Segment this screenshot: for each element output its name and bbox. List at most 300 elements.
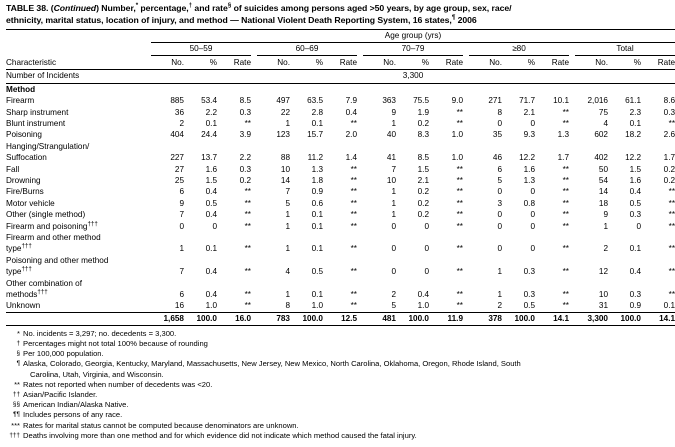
table-cell: **: [456, 107, 463, 117]
table-cell: 2.6: [663, 130, 675, 140]
row-number-of-incidents: [6, 70, 675, 84]
footnote: [6, 431, 635, 441]
table-cell: 1.3: [523, 175, 535, 185]
table-cell: 0.3: [629, 290, 641, 299]
table-cell: 0.4: [205, 210, 217, 220]
table-cell: 7.9: [345, 96, 357, 106]
table-cell: 10: [280, 164, 290, 174]
table-cell: 0.4: [205, 290, 217, 299]
table-cell: 0.2: [239, 175, 251, 185]
table-cell: **: [456, 244, 463, 254]
table-cell: 1: [285, 244, 290, 254]
table-cell: 12: [598, 267, 608, 277]
table-cell: 1: [285, 210, 290, 220]
title-prefix: TABLE 38. (: [6, 3, 54, 13]
row-label: Firearm and poisoning†††: [6, 219, 98, 231]
table-cell: 13.7: [201, 153, 217, 163]
table-cell: 1.6: [523, 164, 535, 174]
footnote-marker-pilcrow: ¶: [451, 13, 456, 21]
table-cell: 0.4: [205, 187, 217, 197]
table-cell: 7: [285, 187, 290, 197]
table-cell: 4: [285, 267, 290, 277]
table-cell: **: [668, 267, 675, 277]
table-cell: 2.2: [205, 107, 217, 117]
table-cell: 1: [603, 221, 608, 231]
table-cell: 22: [280, 107, 290, 117]
table-cell: 61.1: [625, 96, 641, 106]
footnote-symbol: ***: [11, 420, 20, 430]
footnote-text-line: Deaths involving more than one method and for which evidence did not indicate which method caused the fatal injury.: [23, 430, 417, 440]
table-cell: 0.8: [523, 198, 535, 208]
total-cell: 100.0: [396, 312, 429, 326]
table-cell: 0: [424, 221, 429, 231]
footnote-text: [23, 329, 635, 339]
section-label-method: Method: [6, 83, 151, 95]
footnote-text-line: Rates for marital status cannot be computed because denominators are unknown.: [23, 420, 299, 430]
footnote-text-line: Includes persons of any race.: [23, 410, 123, 420]
row-label: type†††: [6, 265, 32, 277]
table-cell: 6: [497, 164, 502, 174]
table-cell: 0.9: [629, 301, 641, 311]
table-cell: 271: [488, 96, 502, 106]
table-row-label-continuation: [6, 278, 675, 289]
table-cell: 9: [179, 198, 184, 208]
table-cell: 0.1: [663, 301, 675, 311]
table-cell: **: [562, 301, 569, 311]
table-cell: **: [350, 198, 357, 208]
table-cell: 0.2: [417, 118, 429, 128]
table-cell: 1.5: [629, 164, 641, 174]
table-cell: **: [562, 267, 569, 277]
footnote-marker-dagger: †: [188, 2, 193, 10]
table-cell: 53.4: [201, 96, 217, 106]
table-cell: 1: [391, 118, 396, 128]
table-cell: 0.1: [629, 118, 641, 128]
total-cell: 11.9: [429, 312, 463, 326]
total-cell: 481: [363, 312, 396, 326]
table-cell: 363: [382, 96, 396, 106]
footnote-text: [23, 359, 635, 379]
table-cell: 2.2: [239, 153, 251, 163]
table-row: [6, 198, 675, 209]
row-label: Firearm: [6, 96, 35, 106]
footnote-text: [23, 349, 635, 359]
footnote-text: [23, 390, 635, 400]
table-cell: **: [244, 221, 251, 231]
suicide-method-table: [6, 29, 675, 326]
table-cell: 6: [179, 290, 184, 299]
colhdr-pct-total: %: [608, 56, 641, 70]
row-empty-cells: [151, 141, 675, 152]
table-cell: 0.1: [311, 244, 323, 254]
table-cell: 3.9: [239, 130, 251, 140]
table-cell: **: [456, 187, 463, 197]
table-cell: **: [244, 290, 251, 299]
footnote-marker-star: *: [135, 2, 139, 10]
table-cell: 1.7: [663, 153, 675, 163]
table-cell: 4: [603, 118, 608, 128]
footnote: [6, 359, 635, 379]
table-cell: 25: [174, 175, 184, 185]
table-cell: 0.1: [311, 290, 323, 299]
table-cell: 8: [285, 301, 290, 311]
table-cell: 0: [212, 221, 217, 231]
row-label: Suffocation: [6, 153, 47, 163]
footnote-symbol: ¶: [16, 360, 20, 368]
table-row: [6, 175, 675, 186]
table-cell: 0: [497, 244, 502, 254]
table-cell: 0.4: [345, 107, 357, 117]
table-cell: 24.4: [201, 130, 217, 140]
footnote-text-line: No. incidents = 3,297; no. decedents = 3,300.: [23, 328, 177, 338]
table-cell: 18: [598, 198, 608, 208]
table-cell: 0.9: [311, 187, 323, 197]
table-cell: 1: [497, 267, 502, 277]
table-cell: 885: [170, 96, 184, 106]
table-cell: 1.8: [311, 175, 323, 185]
footnote-text-line: Alaska, Colorado, Georgia, Kentucky, Maryland, Massachusetts, New Jersey, New Mexico, North Carolina, Oklahoma, Oregon, Rhode Island, South: [23, 359, 521, 369]
table-cell: 497: [276, 96, 290, 106]
table-cell: 7: [391, 164, 396, 174]
footnote-marker-triple-dagger: †††: [21, 265, 32, 273]
table-cell: 12.2: [519, 153, 535, 163]
total-cell: 100.0: [184, 312, 217, 326]
table-cell: 0.3: [523, 267, 535, 277]
table-cell: 1.0: [417, 301, 429, 311]
table-cell: 1.0: [451, 130, 463, 140]
title-continued: Continued: [53, 3, 97, 13]
table-row-label-continuation: [6, 232, 675, 243]
table-cell: 8.5: [239, 96, 251, 106]
group-header-80-plus: ≥80: [469, 43, 569, 56]
row-label: type†††: [6, 242, 32, 254]
table-cell: **: [562, 198, 569, 208]
table-cell: **: [244, 118, 251, 128]
table-cell: 88: [280, 153, 290, 163]
total-cell: 100.0: [608, 312, 641, 326]
table-row: [6, 186, 675, 197]
table-cell: 15.7: [307, 130, 323, 140]
footnote: [6, 329, 635, 339]
footnote-text-line: Asian/Pacific Islander.: [23, 390, 98, 400]
table-cell: 14: [280, 175, 290, 185]
table-cell: 602: [594, 130, 608, 140]
table-row: [6, 107, 675, 118]
table-cell: 2.8: [311, 107, 323, 117]
group-header-60-69: 60–69: [257, 43, 357, 56]
total-cell: 100.0: [290, 312, 323, 326]
table-cell: 54: [598, 175, 608, 185]
table-cell: **: [350, 210, 357, 220]
table-row: [6, 209, 675, 220]
table-cell: 0: [179, 221, 184, 231]
table-cell: 1.7: [557, 153, 569, 163]
footnote-symbol: †††: [9, 431, 20, 439]
table-row: [6, 289, 675, 300]
row-label: Unknown: [6, 301, 41, 311]
table-row-total: [6, 312, 675, 326]
footnote-symbol: †: [16, 340, 20, 348]
table-cell: 0: [497, 118, 502, 128]
table-cell: 46: [492, 153, 502, 163]
table-cell: 123: [276, 130, 290, 140]
row-label-total: [6, 312, 151, 326]
row-label-number-of-incidents: Number of Incidents: [6, 70, 151, 84]
number-of-incidents-value: 3,300: [151, 70, 675, 84]
total-cell: 12.5: [323, 312, 357, 326]
table-cell: 2: [603, 244, 608, 254]
table-cell: **: [562, 244, 569, 254]
table-cell: 12.2: [625, 153, 641, 163]
table-cell: 0.5: [205, 198, 217, 208]
row-label: methods†††: [6, 288, 48, 299]
age-group-span-header: Age group (yrs): [151, 30, 675, 43]
table-cell: **: [350, 301, 357, 311]
table-cell: 8.5: [417, 153, 429, 163]
colhdr-no-70-79: No.: [363, 56, 396, 70]
table-row: [6, 266, 675, 277]
title-line2b: 2006: [455, 14, 477, 25]
table-cell: 1.3: [311, 164, 323, 174]
table-cell: 71.7: [519, 96, 535, 106]
footnote-text: [23, 380, 635, 390]
title-suffix: ) Number,: [96, 3, 136, 13]
table-cell: 0: [636, 221, 641, 231]
table-cell: **: [456, 290, 463, 299]
row-label-part1: Firearm and other method: [6, 232, 101, 242]
table-cell: 404: [170, 130, 184, 140]
table-cell: **: [350, 221, 357, 231]
table-cell: 0.2: [417, 187, 429, 197]
footnote-text-line: Per 100,000 population.: [23, 349, 104, 359]
colhdr-no-80-plus: No.: [469, 56, 502, 70]
table-cell: **: [350, 187, 357, 197]
table-cell: 1.4: [345, 153, 357, 163]
table-cell: 0: [424, 267, 429, 277]
table-cell: 9: [391, 107, 396, 117]
footnote-marker-triple-dagger: †††: [21, 242, 32, 250]
colhdr-rate-50-59: Rate: [217, 56, 251, 70]
table-cell: 0.3: [629, 210, 641, 220]
table-cell: **: [668, 210, 675, 220]
footnote-symbol: *: [17, 328, 20, 338]
table-cell: **: [456, 267, 463, 277]
table-cell: **: [562, 187, 569, 197]
table-cell: 0: [497, 210, 502, 220]
footnote-text-continuation: Carolina, Utah, Virginia, and Wisconsin.: [30, 369, 164, 379]
table-cell: 0.1: [629, 244, 641, 254]
table-cell: 5: [285, 198, 290, 208]
table-cell: 0.3: [239, 107, 251, 117]
title-part3: and rate: [192, 3, 228, 13]
footnote: [6, 421, 635, 431]
footnote-text: [23, 410, 635, 420]
table-cell: 1.0: [205, 301, 217, 311]
group-header-50-59: 50–59: [151, 43, 251, 56]
row-label-part1: Hanging/Strangulation/: [6, 141, 90, 151]
title-line2a: ethnicity, marital status, location of injury, and method — National Violent Death Reporting System, 16 states,: [6, 14, 452, 25]
table-cell: **: [456, 301, 463, 311]
table-cell: **: [668, 244, 675, 254]
table-cell: 1.6: [205, 164, 217, 174]
table-cell: **: [668, 290, 675, 299]
table-cell: 0.1: [205, 118, 217, 128]
table-cell: 11.2: [307, 153, 323, 163]
table-cell: 1: [285, 118, 290, 128]
row-label: Sharp instrument: [6, 107, 69, 117]
table-cell: **: [562, 221, 569, 231]
table-cell: **: [350, 267, 357, 277]
table-cell: 0: [530, 221, 535, 231]
table-cell: 1: [391, 198, 396, 208]
total-cell: 783: [257, 312, 290, 326]
total-cell: 14.1: [641, 312, 675, 326]
table-cell: 9.0: [451, 96, 463, 106]
colhdr-rate-80-plus: Rate: [535, 56, 569, 70]
table-cell: 75.5: [413, 96, 429, 106]
table-cell: 2.3: [629, 107, 641, 117]
table-cell: 1: [391, 187, 396, 197]
footnote-text: [23, 431, 635, 441]
table-cell: 0.3: [239, 164, 251, 174]
table-cell: 50: [598, 164, 608, 174]
footnote-text-line: Percentages might not total 100% because of rounding: [23, 339, 208, 349]
table-cell: **: [456, 118, 463, 128]
header-row-groups: [6, 43, 675, 56]
table-cell: 8: [497, 107, 502, 117]
table-cell: 2: [497, 301, 502, 311]
total-cell: 16.0: [217, 312, 251, 326]
total-cell: 378: [469, 312, 502, 326]
table-cell: 0.2: [663, 164, 675, 174]
table-cell: 1.9: [417, 107, 429, 117]
table-cell: 3: [497, 198, 502, 208]
footnote-symbol: ††: [12, 391, 20, 399]
section-heading-method: [6, 83, 675, 95]
colhdr-no-60-69: No.: [257, 56, 290, 70]
table-row: [6, 300, 675, 312]
row-label: Blunt instrument: [6, 118, 66, 128]
table-cell: 0.1: [205, 244, 217, 254]
table-cell: 1.0: [311, 301, 323, 311]
table-cell: 31: [598, 301, 608, 311]
table-row: [6, 152, 675, 163]
header-row-agegroup: [6, 30, 675, 43]
footnote-text-line: Rates not reported when number of decedents was <20.: [23, 379, 213, 389]
table-cell: 40: [386, 130, 396, 140]
table-cell: **: [562, 107, 569, 117]
table-cell: 1: [285, 290, 290, 299]
table-cell: 0.1: [311, 118, 323, 128]
row-label-part1: Other combination of: [6, 278, 83, 288]
table-cell: 16: [174, 301, 184, 311]
table-cell: 0: [530, 244, 535, 254]
table-cell: **: [562, 164, 569, 174]
table-cell: 0: [530, 118, 535, 128]
table-cell: 0: [530, 187, 535, 197]
table-row: [6, 164, 675, 175]
table-cell: 0: [497, 221, 502, 231]
table-cell: 9: [603, 210, 608, 220]
table-cell: 10.1: [553, 96, 569, 106]
table-row: [6, 118, 675, 129]
table-cell: 14: [598, 187, 608, 197]
footnote-marker-triple-dagger: †††: [37, 288, 48, 296]
table-cell: 1.6: [629, 175, 641, 185]
table-cell: 0: [391, 267, 396, 277]
table-cell: 0: [497, 187, 502, 197]
table-cell: 0.2: [417, 210, 429, 220]
table-cell: **: [668, 187, 675, 197]
footnote-text-line: American Indian/Alaska Native.: [23, 400, 129, 410]
total-cell: 100.0: [502, 312, 535, 326]
footnotes-block: [6, 329, 635, 441]
footnote-text: [23, 421, 635, 431]
table-cell: 0.5: [311, 267, 323, 277]
table-cell: 27: [174, 164, 184, 174]
table-cell: **: [456, 221, 463, 231]
colhdr-pct-60-69: %: [290, 56, 323, 70]
table-cell: 2: [391, 290, 396, 299]
total-cell: 3,300: [575, 312, 608, 326]
table-cell: 0: [391, 221, 396, 231]
row-label: Fire/Burns: [6, 187, 44, 197]
table-cell: 36: [174, 107, 184, 117]
table-cell: 2.1: [523, 107, 535, 117]
colhdr-rate-total: Rate: [641, 56, 675, 70]
group-header-total: Total: [575, 43, 675, 56]
table-cell: 0.2: [417, 198, 429, 208]
colhdr-pct-80-plus: %: [502, 56, 535, 70]
table-cell: 227: [170, 153, 184, 163]
row-empty-cells: [151, 232, 675, 243]
table-cell: 8.3: [417, 130, 429, 140]
table-cell: **: [350, 118, 357, 128]
colhdr-no-total: No.: [575, 56, 608, 70]
total-cell: 14.1: [535, 312, 569, 326]
table-cell: 0.4: [205, 267, 217, 277]
footnote-symbol: ¶¶: [13, 411, 20, 419]
table-cell: 5: [497, 175, 502, 185]
group-header-70-79: 70–79: [363, 43, 463, 56]
table-row: [6, 221, 675, 232]
table-cell: **: [668, 118, 675, 128]
table-cell: **: [244, 198, 251, 208]
footnote: [6, 390, 635, 400]
footnote-symbol: §: [16, 350, 20, 358]
table-cell: **: [350, 290, 357, 299]
spacer-cell: [6, 43, 151, 56]
table-cell: 10: [386, 175, 396, 185]
footnote-symbol: **: [14, 379, 20, 389]
colhdr-pct-50-59: %: [184, 56, 217, 70]
table-cell: **: [668, 198, 675, 208]
table-cell: 6: [179, 187, 184, 197]
colhdr-rate-70-79: Rate: [429, 56, 463, 70]
row-empty-cells: [151, 255, 675, 266]
table-cell: 8.6: [663, 96, 675, 106]
row-label-part1: Poisoning and other method: [6, 255, 109, 265]
table-row: [6, 129, 675, 140]
row-label: Drowning: [6, 175, 41, 185]
table-cell: 0: [391, 244, 396, 254]
footnote: [6, 410, 635, 420]
table-cell: 0.3: [523, 290, 535, 299]
table-cell: **: [456, 164, 463, 174]
table-cell: **: [244, 244, 251, 254]
row-label: Poisoning: [6, 130, 42, 140]
section-empty: [151, 83, 675, 95]
